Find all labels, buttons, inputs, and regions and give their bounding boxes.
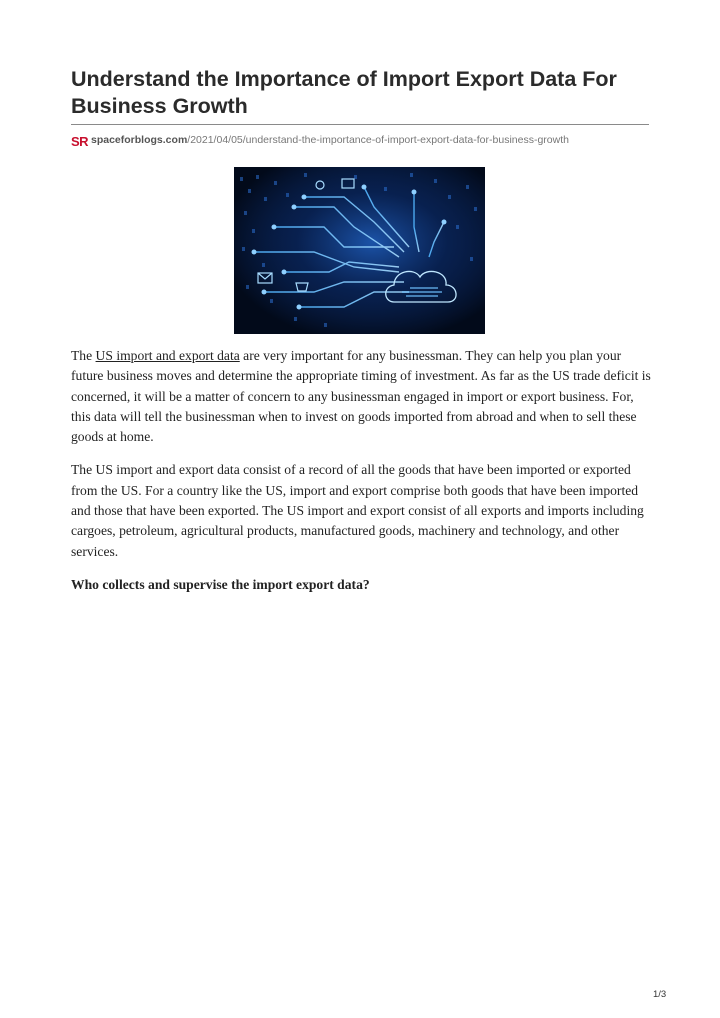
source-domain[interactable]: spaceforblogs.com: [91, 134, 188, 146]
paragraph-1: [71, 346, 651, 447]
article-title: Understand the Importance of Import Export Data For Business Growth: [71, 67, 617, 118]
us-import-export-data-link[interactable]: US import and export data: [95, 348, 240, 363]
paragraph-1-lead: The: [71, 348, 96, 363]
source-path[interactable]: /2021/04/05/understand-the-importance-of-import-export-data-for-business-growth: [187, 134, 569, 146]
data-network-illustration: [234, 167, 485, 334]
hero-image: [234, 167, 485, 334]
section-heading: Who collects and supervise the import export data?: [71, 576, 370, 592]
page-number: 1/3: [653, 989, 667, 1000]
title-divider: [71, 124, 649, 125]
svg-text:SR: SR: [71, 133, 89, 147]
sr-logo-icon: [71, 134, 89, 147]
source-line: [71, 133, 569, 147]
article-body: [71, 346, 651, 595]
paragraph-2: The US import and export data consist of a record of all the goods that have been imported or exported from the US. For a country like the US, import and export comprise both goods that have been imported and those that have been exported. The US import and export consist of all exports and imports including cargoes, petroleum, agricultural products, manufactured goods, machinery and technology, and other services.: [71, 462, 644, 559]
paragraph-1-rest: are very important for any businessman. They can help you plan your future business moves and determine the appropriate timing of investment. As far as the US trade deficit is concerned, it will be a matter of concern to any businessman engaged in import or export business. For, this data will tell the businessman when to invest on goods imported from abroad and when to sell these goods at home.: [71, 348, 651, 445]
